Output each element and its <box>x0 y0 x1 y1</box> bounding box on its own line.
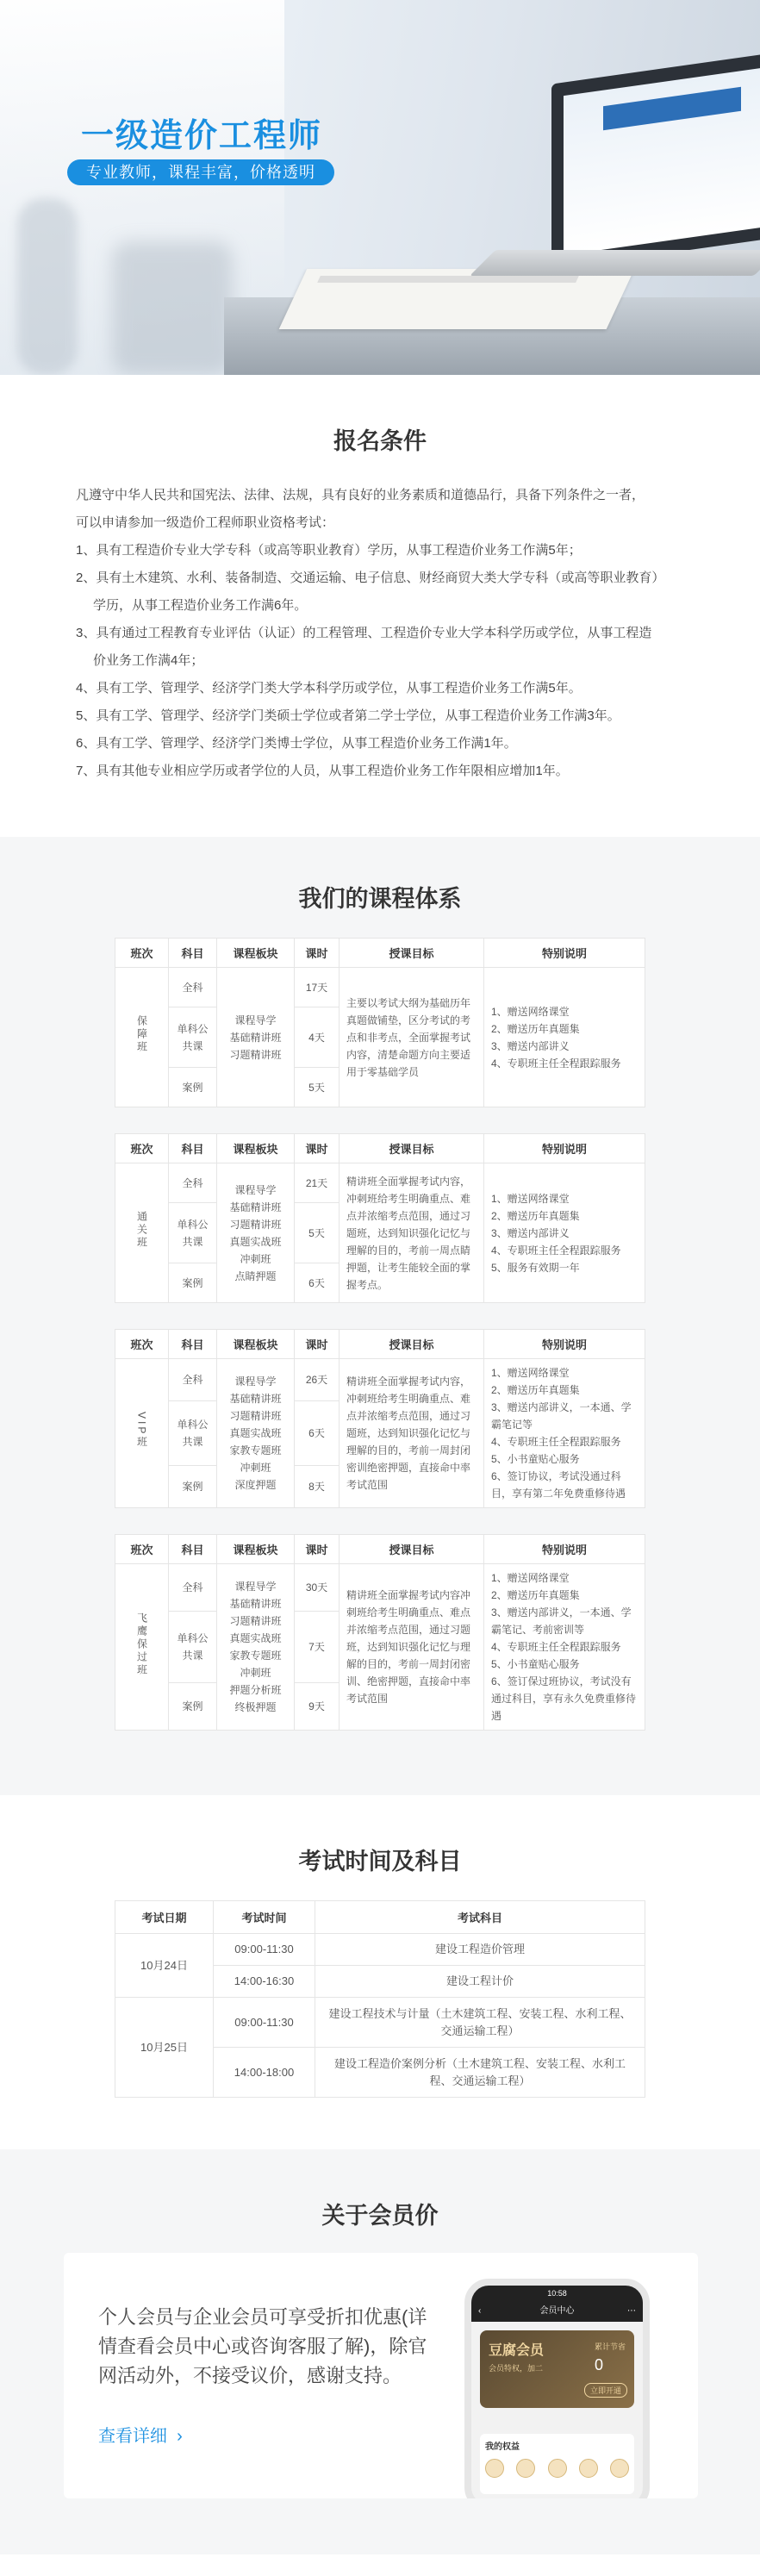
exam-section <box>0 1795 760 2149</box>
class-name: 通关班 <box>135 1211 148 1250</box>
exam-date: 10月24日 <box>115 1934 214 1998</box>
card-amount-label: 累计节省 <box>594 2342 626 2351</box>
exam-subject: 建设工程造价管理 <box>315 1934 645 1966</box>
member-description: 个人会员与企业会员可享受折扣优惠(详情查看会员中心或咨询客服了解)，除官网活动外，不接受议价，感谢支持。 <box>98 2306 427 2386</box>
column-header: 班次 <box>115 1134 169 1163</box>
table-row <box>115 1998 645 2048</box>
exam-time: 09:00-11:30 <box>214 1934 315 1966</box>
member-gold-card <box>480 2330 634 2408</box>
background-figure <box>112 241 233 375</box>
course-table <box>115 1133 645 1303</box>
column-header: 授课目标 <box>340 1535 484 1564</box>
exam-time: 09:00-11:30 <box>214 1998 315 2048</box>
class-name-cell <box>115 968 169 1107</box>
requirement-item: 5、具有工学、管理学、经济学门类硕士学位或者第二学士学位，从事工程造价业务工作满3年。 <box>76 708 620 723</box>
requirement-item: 价业务工作满4年； <box>93 653 204 668</box>
requirement-item: 1、具有工程造价专业大学专科（或高等职业教育）学历，从事工程造价业务工作满5年； <box>76 543 582 558</box>
hours-cell: 21天 <box>295 1163 340 1203</box>
hero-title: 一级造价工程师 <box>81 118 323 154</box>
course-table <box>115 1534 645 1731</box>
phone-nav-bar <box>471 2301 643 2322</box>
exam-subject: 建设工程造价案例分析（土木建筑工程、安装工程、水利工程、交通运输工程） <box>315 2048 645 2098</box>
column-header: 科目 <box>169 1535 217 1564</box>
requirement-item: 2、具有土木建筑、水利、装备制造、交通运输、电子信息、财经商贸大类大学专科（或高等职业教育） <box>76 571 665 585</box>
view-details-link[interactable] <box>98 2422 183 2447</box>
class-name: 保障班 <box>135 1015 148 1054</box>
rights-title: 我的权益 <box>485 2442 520 2452</box>
hours-cell: 5天 <box>295 1203 340 1263</box>
hours-cell: 17天 <box>295 968 340 1007</box>
course-tables <box>0 938 760 1731</box>
hours-cell: 7天 <box>295 1611 340 1682</box>
column-header: 班次 <box>115 1330 169 1359</box>
subject-cell: 单科公共课 <box>169 1611 217 1682</box>
card-open-button: 立即开通 <box>584 2383 627 2398</box>
chevron-right-icon: › <box>171 2427 183 2446</box>
column-header: 课时 <box>295 1330 340 1359</box>
badge-icon <box>548 2459 567 2478</box>
modules-cell: 课程导学 基础精讲班 习题精讲班 真题实战班 冲刺班 点睛押题 <box>217 1163 295 1303</box>
column-header: 考试时间 <box>214 1901 315 1934</box>
rights-panel <box>480 2434 634 2494</box>
member-card <box>64 2253 698 2498</box>
modules-cell: 课程导学 基础精讲班 习题精讲班 <box>217 968 295 1107</box>
column-header: 科目 <box>169 939 217 968</box>
requirement-item: 7、具有其他专业相应学历或者学位的人员，从事工程造价业务工作年限相应增加1年。 <box>76 764 569 778</box>
rights-icons <box>485 2459 629 2478</box>
exam-time: 14:00-16:30 <box>214 1966 315 1998</box>
subject-cell: 单科公共课 <box>169 1007 217 1068</box>
column-header: 特别说明 <box>484 1134 645 1163</box>
table-row <box>115 1564 645 1612</box>
column-header: 考试日期 <box>115 1901 214 1934</box>
hours-cell: 26天 <box>295 1359 340 1401</box>
course-table <box>115 938 645 1107</box>
column-header: 授课目标 <box>340 1134 484 1163</box>
requirement-item: 4、具有工学、管理学、经济学门类大学本科学历或学位，从事工程造价业务工作满5年。 <box>76 681 582 695</box>
goal-cell: 主要以考试大纲为基础历年真题做铺垫，区分考试的考点和非考点，全面掌握考试内容，清楚命题方向主要适用于零基础学员 <box>340 968 484 1107</box>
phone-mockup <box>464 2279 650 2498</box>
table-row <box>115 1359 645 1401</box>
hours-cell: 30天 <box>295 1564 340 1612</box>
notes-cell: 1、赠送网络课堂 2、赠送历年真题集 3、赠送内部讲义，一本通、学霸笔记、考前密训等 4、专职班主任全程跟踪服务 5、小书童贴心服务 6、签订保过班协议，考试没有通过科目，享有永久免费重修待遇 <box>484 1564 645 1731</box>
goal-cell: 精讲班全面掌握考试内容，冲刺班给考生明确重点、难点并浓缩考点范围，通过习题班，达到知识强化记忆与理解的目的，考前一周点睛押题，让考生能较全面的掌握考点。 <box>340 1163 484 1303</box>
class-name: VIP班 <box>135 1412 148 1450</box>
subject-cell: 单科公共课 <box>169 1401 217 1466</box>
more-icon: ⋯ <box>627 2306 636 2316</box>
laptop-keyboard <box>470 250 760 276</box>
exam-time: 14:00-18:00 <box>214 2048 315 2098</box>
table-header-row <box>115 1134 645 1163</box>
requirements-intro: 凡遵守中华人民共和国宪法、法律、法规，具有良好的业务素质和道德品行，具备下列条件之一者， <box>76 488 645 502</box>
column-header: 科目 <box>169 1330 217 1359</box>
column-header: 课时 <box>295 1134 340 1163</box>
badge-icon <box>516 2459 535 2478</box>
hero-tagline: 专业教师，课程丰富，价格透明 <box>67 159 334 185</box>
table-header-row <box>115 1901 645 1934</box>
subject-cell: 全科 <box>169 968 217 1007</box>
phone-status-bar: 10:58 <box>471 2286 643 2301</box>
goal-cell: 精讲班全面掌握考试内容冲刺班给考生明确重点、难点并浓缩考点范围，通过习题班，达到知识强化记忆与理解的目的，考前一周封闭密训、绝密押题，直接命中率考试范围 <box>340 1564 484 1731</box>
class-name-cell <box>115 1564 169 1731</box>
member-section <box>0 2149 760 2554</box>
badge-icon <box>485 2459 504 2478</box>
subject-cell: 案例 <box>169 1068 217 1107</box>
exam-subject: 建设工程计价 <box>315 1966 645 1998</box>
requirement-item: 3、具有通过工程教育专业评估（认证）的工程管理、工程造价专业大学本科学历或学位，从事工程造 <box>76 626 652 640</box>
class-name-cell <box>115 1359 169 1508</box>
class-name: 飞鹰保过班 <box>135 1612 148 1677</box>
background-figure <box>17 198 78 375</box>
column-header: 班次 <box>115 1535 169 1564</box>
view-details-label: 查看详细 <box>98 2427 167 2446</box>
table-header-row <box>115 939 645 968</box>
table-header-row <box>115 1535 645 1564</box>
subject-cell: 案例 <box>169 1683 217 1731</box>
table-row <box>115 1163 645 1203</box>
subject-cell: 全科 <box>169 1163 217 1203</box>
requirements-intro: 可以申请参加一级造价工程师职业资格考试： <box>76 515 335 530</box>
column-header: 课程板块 <box>217 1535 295 1564</box>
column-header: 特别说明 <box>484 1535 645 1564</box>
phone-nav-title: 会员中心 <box>539 2306 575 2316</box>
class-name-cell <box>115 1163 169 1303</box>
card-amount: 0 <box>594 2356 603 2373</box>
column-header: 考试科目 <box>315 1901 645 1934</box>
hours-cell: 5天 <box>295 1068 340 1107</box>
exam-subject: 建设工程技术与计量（土木建筑工程、安装工程、水利工程、交通运输工程） <box>315 1998 645 2048</box>
section-title: 报名条件 <box>333 428 427 454</box>
paper-line <box>317 276 579 283</box>
column-header: 课程板块 <box>217 1330 295 1359</box>
modules-cell: 课程导学 基础精讲班 习题精讲班 真题实战班 家教专题班 冲刺班 押题分析班 终极押题 <box>217 1564 295 1731</box>
card-title: 豆腐会员 <box>489 2343 545 2358</box>
phone-divider <box>480 2415 634 2425</box>
table-row <box>115 1934 645 1966</box>
subject-cell: 全科 <box>169 1564 217 1612</box>
back-icon: ‹ <box>478 2306 482 2316</box>
table-row <box>115 968 645 1007</box>
subject-cell: 全科 <box>169 1359 217 1401</box>
hours-cell: 4天 <box>295 1007 340 1068</box>
hours-cell: 8天 <box>295 1465 340 1507</box>
column-header: 课时 <box>295 939 340 968</box>
subject-cell: 单科公共课 <box>169 1203 217 1263</box>
section-title: 我们的课程体系 <box>298 886 462 912</box>
section-title: 关于会员价 <box>321 2203 439 2229</box>
hours-cell: 6天 <box>295 1263 340 1303</box>
requirements-section <box>0 375 760 837</box>
column-header: 课程板块 <box>217 1134 295 1163</box>
badge-icon <box>610 2459 629 2478</box>
exam-table <box>115 1900 645 2098</box>
notes-cell: 1、赠送网络课堂 2、赠送历年真题集 3、赠送内部讲义 4、专职班主任全程跟踪服务 <box>484 968 645 1107</box>
hours-cell: 9天 <box>295 1683 340 1731</box>
requirements-text <box>76 482 715 785</box>
column-header: 授课目标 <box>340 939 484 968</box>
subject-cell: 案例 <box>169 1465 217 1507</box>
courses-section <box>0 837 760 1795</box>
column-header: 特别说明 <box>484 939 645 968</box>
course-table <box>115 1329 645 1508</box>
badge-icon <box>579 2459 598 2478</box>
goal-cell: 精讲班全面掌握考试内容，冲刺班给考生明确重点、难点并浓缩考点范围，通过习题班，达到知识强化记忆与理解的目的，考前一周封闭密训绝密押题，直接命中率考试范围 <box>340 1359 484 1508</box>
column-header: 科目 <box>169 1134 217 1163</box>
notes-cell: 1、赠送网络课堂 2、赠送历年真题集 3、赠送内部讲义，一本通、学霸笔记等 4、专职班主任全程跟踪服务 5、小书童贴心服务 6、签订协议，考试没通过科目，享有第二年免费重修待遇 <box>484 1359 645 1508</box>
hero-banner <box>0 0 760 375</box>
section-title: 考试时间及科目 <box>298 1849 462 1874</box>
hours-cell: 6天 <box>295 1401 340 1466</box>
column-header: 课程板块 <box>217 939 295 968</box>
requirement-item: 学历，从事工程造价业务工作满6年。 <box>93 598 308 613</box>
column-header: 班次 <box>115 939 169 968</box>
requirement-item: 6、具有工学、管理学、经济学门类博士学位，从事工程造价业务工作满1年。 <box>76 736 517 751</box>
column-header: 课时 <box>295 1535 340 1564</box>
notes-cell: 1、赠送网络课堂 2、赠送历年真题集 3、赠送内部讲义 4、专职班主任全程跟踪服务 5、服务有效期一年 <box>484 1163 645 1303</box>
exam-date: 10月25日 <box>115 1998 214 2098</box>
modules-cell: 课程导学 基础精讲班 习题精讲班 真题实战班 家教专题班 冲刺班 深度押题 <box>217 1359 295 1508</box>
column-header: 特别说明 <box>484 1330 645 1359</box>
card-subtitle: 会员特权，加二 <box>489 2364 544 2373</box>
subject-cell: 案例 <box>169 1263 217 1303</box>
table-header-row <box>115 1330 645 1359</box>
column-header: 授课目标 <box>340 1330 484 1359</box>
